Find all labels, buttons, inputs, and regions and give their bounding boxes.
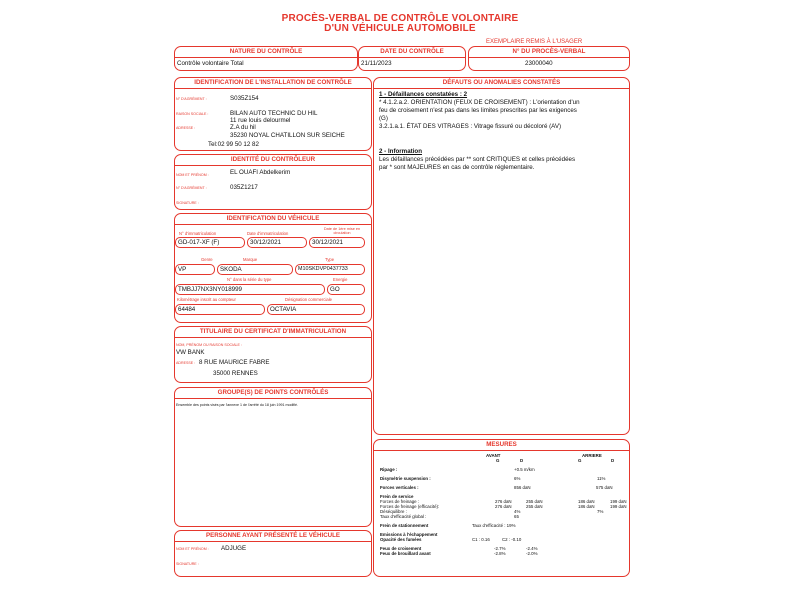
disym-label: Disymétrie suspension : xyxy=(380,476,431,481)
km-label: Kilométrage inscrit au compteur xyxy=(177,297,236,302)
defaut1-line2: feu de croisement n'est pas dans les limites prescrites par les exigences xyxy=(379,107,577,114)
type-field: M10SKDVP0437733 xyxy=(295,264,365,275)
pv-number-box xyxy=(468,46,630,71)
desequilibre-arriere: 7% xyxy=(597,509,604,514)
nature-controle-value: Contrôle volontaire Total xyxy=(177,60,244,67)
defaut2-line1: 3.2.1.a.1. ÉTAT DES VITRAGES : Vitrage fissuré ou décoloré (AV) xyxy=(379,123,562,130)
groupes-text: Ensemble des points visés par l'annexe 1 de l'arrêté du 18 juin 1991 modifié. xyxy=(176,403,299,407)
ripage-value: +0.5 m/km xyxy=(514,467,535,472)
personne-header: PERSONNE AYANT PRÉSENTÉ LE VÉHICULE xyxy=(175,531,371,542)
c2-value: C2 : -0.10 xyxy=(502,537,522,542)
immat-field: GD-017-XF (F) xyxy=(175,237,245,248)
forces-freinage-arriere-g: 186 daN xyxy=(578,499,595,504)
genre-label: Genre xyxy=(201,257,213,262)
controleur-box xyxy=(174,154,372,210)
mesures-box xyxy=(373,439,630,577)
titulaire-nom-label: NOM, PRÉNOM OU RAISON SOCIALE : xyxy=(176,343,242,347)
vehicule-box xyxy=(174,213,372,323)
installation-adresse-line1: 11 rue louis delourmel xyxy=(230,117,291,124)
forces-freinage-avant-g: 276 daN xyxy=(495,499,512,504)
mesures-avant-label: AVANT xyxy=(486,453,501,458)
feux-croisement-g: -2.7% xyxy=(494,546,506,551)
genre-field: VP xyxy=(175,264,215,275)
installation-box xyxy=(174,77,372,151)
installation-adresse-line3: 35230 NOYAL CHATILLON SUR SEICHE xyxy=(230,132,345,139)
titulaire-box xyxy=(174,326,372,383)
titulaire-adresse-line1: 8 RUE MAURICE FABRE xyxy=(199,359,270,366)
installation-tel: Tel:02 99 50 12 82 xyxy=(208,141,259,148)
controleur-signature-label: SIGNATURE : xyxy=(176,201,199,205)
feux-croisement-d: -2.4% xyxy=(526,546,538,551)
energie-field: GO xyxy=(327,284,365,295)
avant-d-label: D xyxy=(520,458,524,463)
energie-label: Energie xyxy=(333,277,348,282)
forces-vert-arriere: 575 daN xyxy=(596,485,613,490)
pv-number-header: N° DU PROCÈS-VERBAL xyxy=(469,47,629,58)
arriere-g-label: G xyxy=(578,458,582,463)
installation-header: IDENTIFICATION DE L'INSTALLATION DE CONTRÔLE xyxy=(175,78,371,89)
titulaire-nom-value: VW BANK xyxy=(176,349,205,356)
mesures-arriere-label: ARRIERE xyxy=(582,453,602,458)
date-controle-box xyxy=(358,46,466,71)
taux-stat-value: Taux d'efficacité : 19% xyxy=(472,523,516,528)
installation-raison-value: BILAN AUTO TECHNIC DU HIL xyxy=(230,110,318,117)
forces-freinage-arriere-d: 199 daN xyxy=(610,499,627,504)
frein-stat-label: Frein de stationnement xyxy=(380,523,429,528)
designation-label: Désignation commerciale xyxy=(285,297,333,302)
date-controle-value: 21/11/2023 xyxy=(361,60,392,67)
mesures-header: MESURES xyxy=(374,440,629,451)
c1-value: C1 : 0.16 xyxy=(472,537,490,542)
defauts-section2-title: 2 - Information xyxy=(379,148,422,155)
info-line1: Les défaillances précédées par ** sont CRITIQUES et celles précédées xyxy=(379,156,576,163)
date-controle-header: DATE DU CONTRÔLE xyxy=(359,47,465,58)
nature-controle-box xyxy=(174,46,358,71)
exemplaire-label: EXEMPLAIRE REMIS À L'USAGER xyxy=(486,39,583,45)
forces-freinage-avant-d: 255 daN xyxy=(526,499,543,504)
installation-agrement-value: S035Z154 xyxy=(230,95,259,102)
taux-global-label: Taux d'efficacité global : xyxy=(380,514,427,519)
avant-g-label: G xyxy=(496,458,500,463)
info-line2: par * sont MAJEURES en cas de contrôle réglementaire. xyxy=(379,164,535,171)
groupes-header: GROUPE(S) DE POINTS CONTRÔLÉS xyxy=(175,388,371,399)
titulaire-adresse-line2: 35000 RENNES xyxy=(213,370,258,377)
document-title-line2: D'UN VÉHICULE AUTOMOBILE xyxy=(324,23,476,34)
titulaire-adresse-label: ADRESSE : xyxy=(176,361,196,365)
defauts-header: DÉFAUTS OU ANOMALIES CONSTATÉS xyxy=(374,78,629,89)
date-immat-field: 30/12/2021 xyxy=(247,237,307,248)
forces-vert-avant: 856 daN xyxy=(514,485,531,490)
feux-brouillard-g: -2.8% xyxy=(494,551,506,556)
feux-brouillard-label: Feux de brouillard avant xyxy=(380,551,431,556)
controleur-agrement-value: 035Z1217 xyxy=(230,184,258,191)
controleur-header: IDENTITÉ DU CONTRÔLEUR xyxy=(175,155,371,166)
immat-label: N° d'immatriculation xyxy=(179,231,217,236)
frein-service-label: Frein de service xyxy=(380,494,414,499)
personne-box xyxy=(174,530,372,577)
date-circ-field: 30/12/2021 xyxy=(309,237,365,248)
controleur-agrement-label: N° D'AGRÉMENT : xyxy=(176,186,207,190)
opacite-label: Opacité des fumées xyxy=(380,537,422,542)
defaut1-line3: (G) xyxy=(379,115,388,122)
type-label: Type xyxy=(325,257,335,262)
date-circ-label: Date de 1ère mise en circulation xyxy=(323,227,361,236)
defauts-box xyxy=(373,77,630,435)
personne-nom-label: NOM ET PRÉNOM : xyxy=(176,547,209,551)
ripage-label: Ripage : xyxy=(380,467,398,472)
desequilibre-avant: 4% xyxy=(514,509,521,514)
disym-arriere: 11% xyxy=(597,476,606,481)
installation-agrement-label: N° D'AGRÉMENT : xyxy=(176,97,207,101)
forces-eff-label: Forces de freinage (efficacité): xyxy=(380,504,440,509)
controleur-nom-label: NOM ET PRÉNOM : xyxy=(176,173,209,177)
desequilibre-label: Déséquilibre : xyxy=(380,509,407,514)
feux-croisement-label: Feux de croisement xyxy=(380,546,422,551)
nature-controle-header: NATURE DU CONTRÔLE xyxy=(175,47,357,58)
installation-adresse-label: ADRESSE : xyxy=(176,126,196,130)
taux-global-value: 65 xyxy=(514,514,519,519)
disym-avant: 6% xyxy=(514,476,521,481)
installation-adresse-line2: Z.A du hil xyxy=(230,124,256,131)
document-title-line1: PROCÈS-VERBAL DE CONTRÔLE VOLONTAIRE xyxy=(281,13,519,24)
titulaire-header: TITULAIRE DU CERTIFICAT D'IMMATRICULATION xyxy=(175,327,371,338)
date-immat-label: Date d'immatriculation xyxy=(247,231,289,236)
arriere-d-label: D xyxy=(611,458,615,463)
forces-eff-avant-d: 255 daN xyxy=(526,504,543,509)
vehicule-header: IDENTIFICATION DU VÉHICULE xyxy=(175,214,371,225)
forces-eff-avant-g: 276 daN xyxy=(495,504,512,509)
personne-signature-label: SIGNATURE : xyxy=(176,562,199,566)
groupes-box xyxy=(174,387,372,527)
emissions-label: Emissions à l'échappement xyxy=(380,532,438,537)
installation-raison-label: RAISON SOCIALE : xyxy=(176,112,209,116)
controleur-nom-value: EL OUAFI Abdelkerim xyxy=(230,169,291,176)
feux-brouillard-d: -2.0% xyxy=(526,551,538,556)
marque-field: SKODA xyxy=(217,264,293,275)
defauts-section1-title: 1 - Défaillances constatées : 2 xyxy=(379,91,468,98)
serie-label: N° dans la série du type xyxy=(227,277,272,282)
forces-eff-arriere-d: 199 daN xyxy=(610,504,627,509)
forces-freinage-label: Forces de freinage : xyxy=(380,499,420,504)
personne-nom-value: ADJUGE xyxy=(221,545,247,552)
forces-vert-label: Forces verticales : xyxy=(380,485,419,490)
pv-number-value: 23000040 xyxy=(525,60,553,67)
km-field: 64484 xyxy=(175,304,265,315)
defaut1-line1: * 4.1.2.a.2. ORIENTATION (FEUX DE CROISEMENT) : L'orientation d'un xyxy=(379,99,580,106)
serie-field: TMBJJ7NX3NY018999 xyxy=(175,284,325,295)
marque-label: Marque xyxy=(243,257,258,262)
designation-field: OCTAVIA xyxy=(267,304,365,315)
forces-eff-arriere-g: 186 daN xyxy=(578,504,595,509)
